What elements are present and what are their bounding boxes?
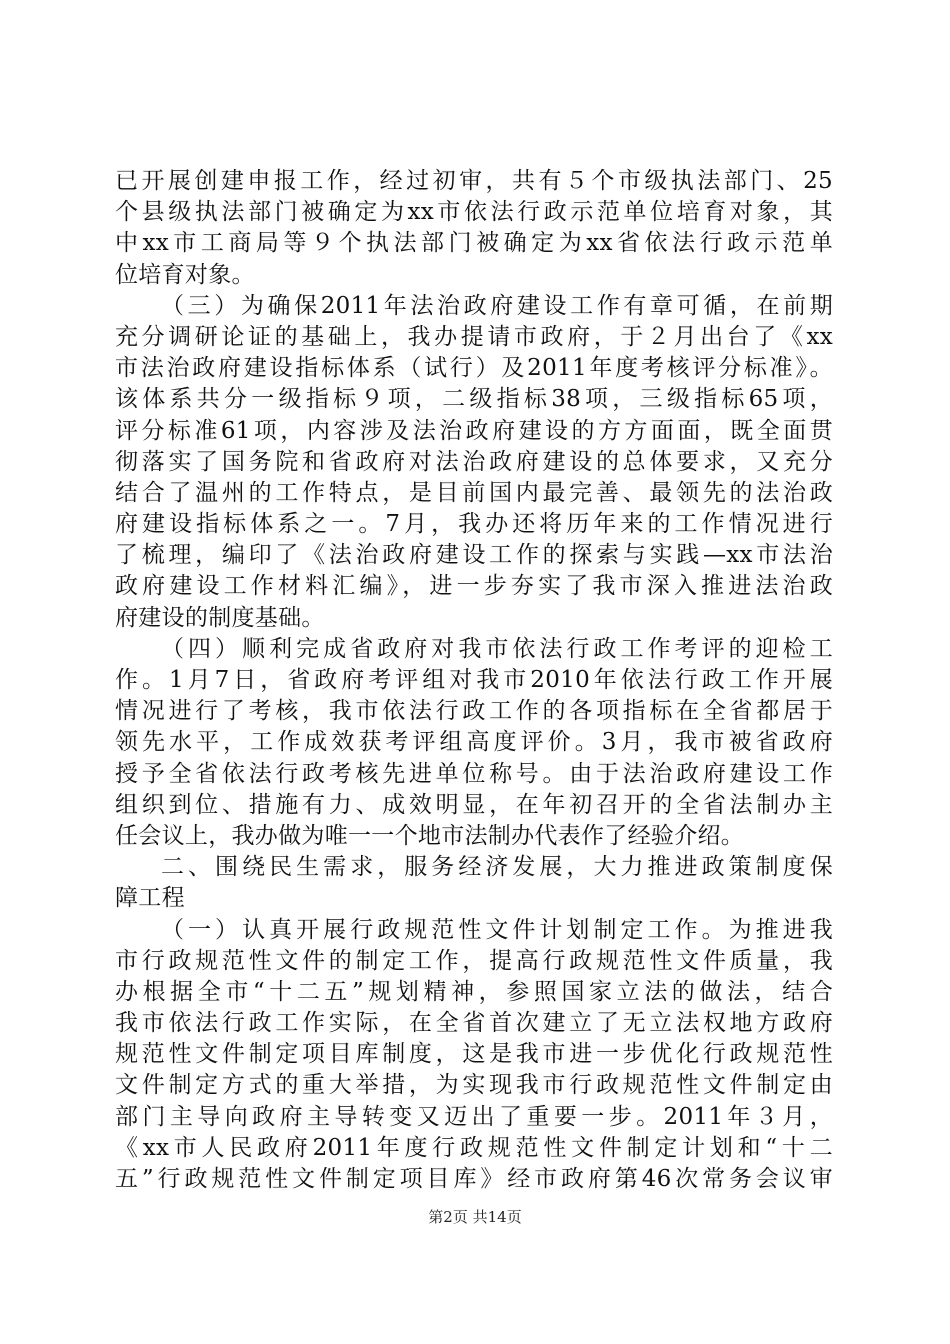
text-line: 障工程 [115, 885, 185, 912]
text-line: （一）认真开展行政规范性文件计划制定工作。为推进我 [161, 916, 833, 943]
text-line: 二、围绕民生需求，服务经济发展，大力推进政策制度保 [161, 854, 833, 881]
text-line: 任会议上，我办做为唯一一个地市法制办代表作了经验介绍。 [115, 822, 745, 849]
text-line: 五”行政规范性文件制定项目库》经市政府第46次常务会议审 [115, 1166, 833, 1192]
text-line: 政府建设工作材料汇编》，进一步夯实了我市深入推进法治政 [115, 573, 833, 600]
text-line: 个县级执法部门被确定为xx市依法行政示范单位培育对象，其 [115, 199, 833, 226]
text-line: 我市依法行政工作实际，在全省首次建立了无立法权地方政府 [115, 1010, 833, 1037]
text-line: 充分调研论证的基础上，我办提请市政府，于２月出台了《xx [115, 323, 833, 350]
text-line: 府建设的制度基础。 [115, 604, 325, 631]
document-body [115, 166, 833, 1195]
text-line: 已开展创建申报工作，经过初审，共有５个市级执法部门、25 [115, 168, 833, 194]
text-line: （四）顺利完成省政府对我市依法行政工作考评的迎检工 [161, 635, 833, 662]
text-line: 部门主导向政府主导转变又迈出了重要一步。2011年３月， [115, 1103, 833, 1130]
text-line: 府建设指标体系之一。7月，我办还将历年来的工作情况进行 [115, 511, 833, 538]
text-line: 作。1月7日，省政府考评组对我市2010年依法行政工作开展 [115, 667, 833, 693]
text-line: 市行政规范性文件的制定工作，提高行政规范性文件质量，我 [115, 947, 833, 974]
text-line: 文件制定方式的重大举措，为实现我市行政规范性文件制定由 [115, 1072, 833, 1099]
page-footer: 第2页 共14页 [428, 1208, 522, 1226]
text-line: 领先水平，工作成效获考评组高度评价。3月，我市被省政府 [115, 729, 833, 756]
text-line: 彻落实了国务院和省政府对法治政府建设的总体要求，又充分 [115, 448, 833, 475]
text-line: （三）为确保2011年法治政府建设工作有章可循，在前期 [161, 292, 833, 319]
text-line: 授予全省依法行政考核先进单位称号。由于法治政府建设工作 [115, 760, 833, 787]
text-line: 位培育对象。 [115, 261, 255, 288]
text-line: 规范性文件制定项目库制度，这是我市进一步优化行政规范性 [115, 1041, 833, 1068]
text-line: 中xx市工商局等９个执法部门被确定为xx省依法行政示范单 [115, 230, 833, 257]
text-line: 评分标准61项，内容涉及法治政府建设的方方面面，既全面贯 [115, 417, 833, 444]
text-line: 市法治政府建设指标体系（试行）及2011年度考核评分标准》。 [115, 355, 833, 382]
text-line: 结合了温州的工作特点，是目前国内最完善、最领先的法治政 [115, 479, 833, 506]
text-line: 《xx市人民政府2011年度行政规范性文件制定计划和“十二 [115, 1134, 833, 1161]
text-line: 了梳理，编印了《法治政府建设工作的探索与实践—xx市法治 [115, 542, 833, 569]
text-line: 该体系共分一级指标９项，二级指标38项，三级指标65项， [115, 386, 833, 413]
text-line: 组织到位、措施有力、成效明显，在年初召开的全省法制办主 [115, 791, 833, 818]
text-line: 情况进行了考核，我市依法行政工作的各项指标在全省都居于 [115, 698, 833, 725]
text-line: 办根据全市“十二五”规划精神，参照国家立法的做法，结合 [115, 978, 833, 1005]
